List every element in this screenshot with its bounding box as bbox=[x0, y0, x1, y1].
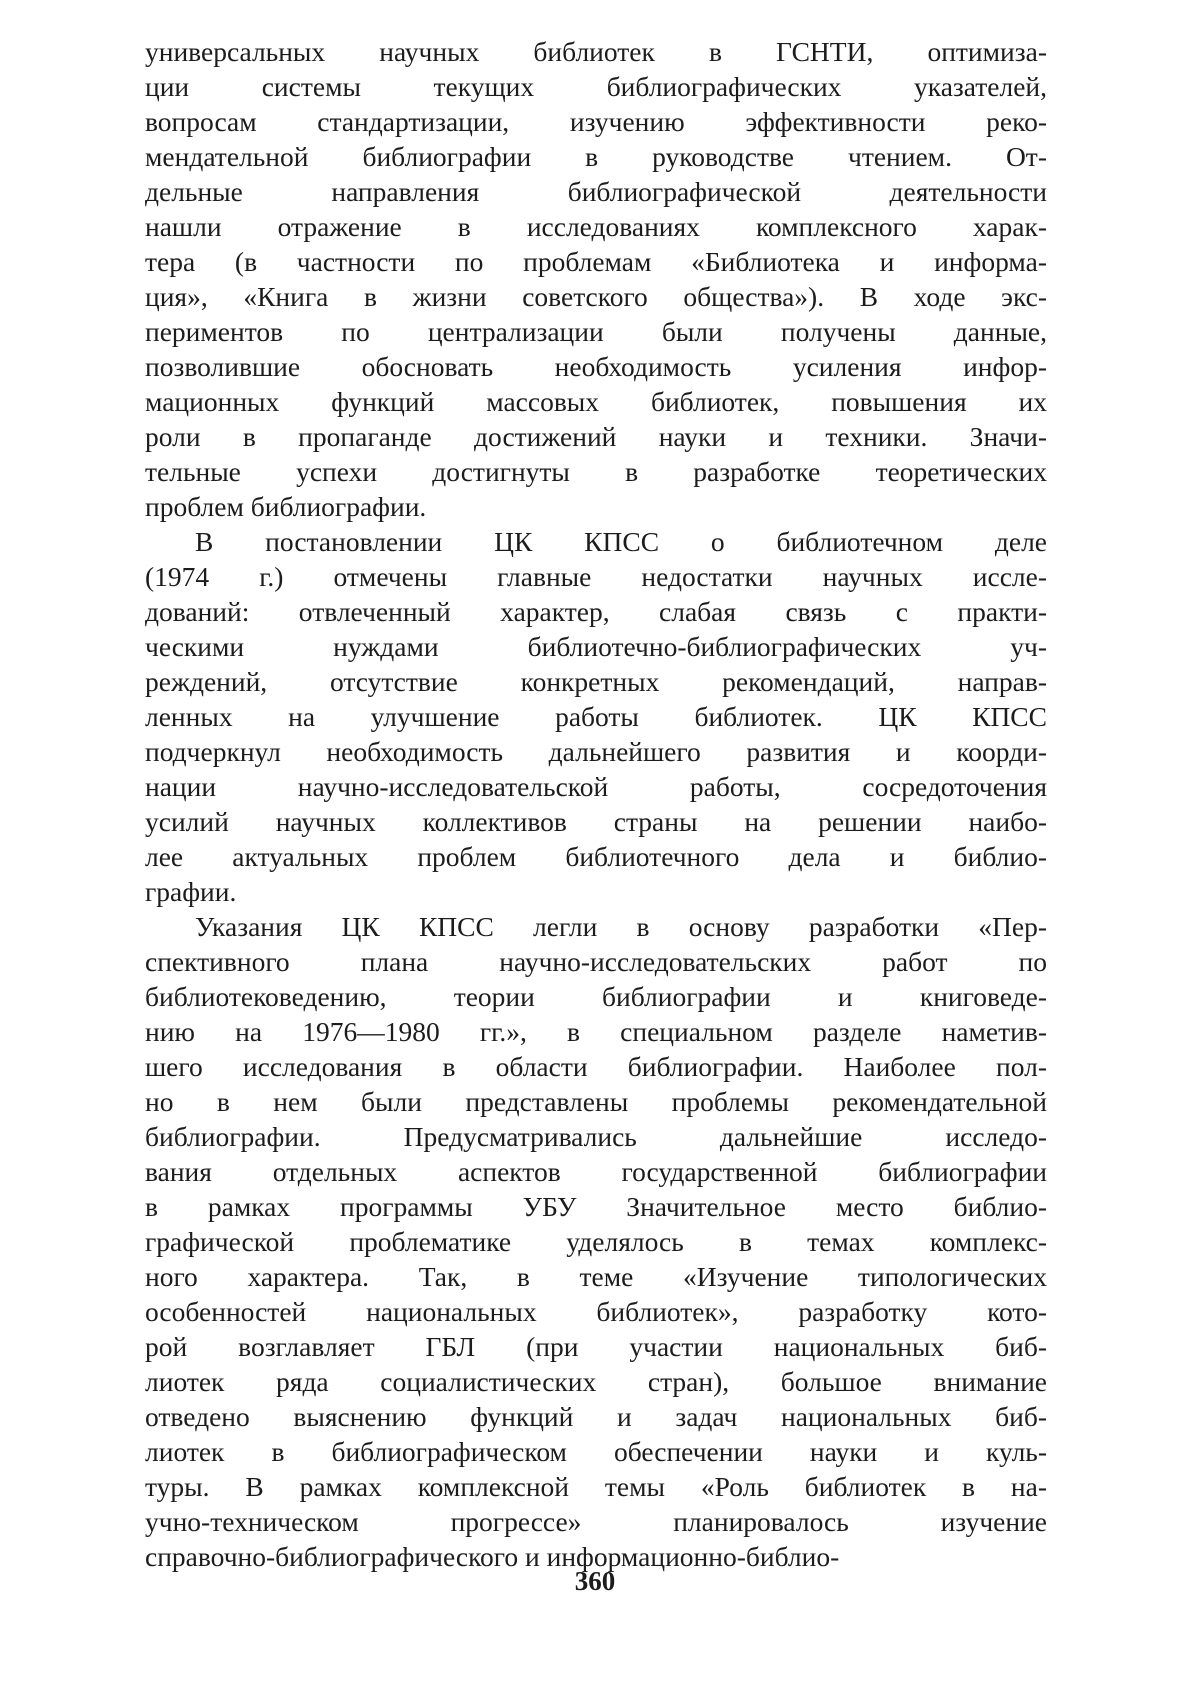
text-line: мендательной библиографии в руководстве чтением. От- bbox=[145, 141, 1047, 172]
text-line: тельные успехи достигнуты в разработке теоретических bbox=[145, 456, 1047, 487]
text-line: роли в пропаганде достижений науки и техники. Значи- bbox=[145, 421, 1047, 452]
text-line: реждений, отсутствие конкретных рекомендаций, направ- bbox=[145, 666, 1047, 697]
text-line: тера (в частности по проблемам «Библиотека и информа- bbox=[145, 246, 1047, 277]
page-body bbox=[145, 34, 1047, 1574]
paragraph bbox=[145, 909, 1047, 1574]
text-line: но в нем были представлены проблемы рекомендательной bbox=[145, 1086, 1047, 1117]
text-line: особенностей национальных библиотек», разработку кото- bbox=[145, 1296, 1047, 1327]
text-line: универсальных научных библиотек в ГСНТИ, оптимиза- bbox=[145, 36, 1047, 67]
text-line: нию на 1976—1980 гг.», в специальном разделе наметив- bbox=[145, 1016, 1047, 1047]
text-line: дельные направления библиографической деятельности bbox=[145, 176, 1047, 207]
text-line: справочно-библиографического и информационно-библио- bbox=[145, 1541, 840, 1572]
text-line: спективного плана научно-исследовательских работ по bbox=[145, 946, 1047, 977]
text-line: библиографии. Предусматривались дальнейшие исследо- bbox=[145, 1121, 1047, 1152]
text-line: вопросам стандартизации, изучению эффективности реко- bbox=[145, 106, 1047, 137]
text-line: ческими нуждами библиотечно-библиографических уч- bbox=[145, 631, 1047, 662]
page-number: 360 bbox=[574, 1566, 616, 1596]
text-line: графии. bbox=[145, 876, 237, 907]
text-line: проблем библиографии. bbox=[145, 491, 427, 522]
text-line: лиотек ряда социалистических стран), большое внимание bbox=[145, 1366, 1047, 1397]
text-line: отведено выяснению функций и задач национальных биб- bbox=[145, 1401, 1047, 1432]
text-line: (1974 г.) отмечены главные недостатки научных иссле- bbox=[145, 561, 1047, 592]
text-line: ленных на улучшение работы библиотек. ЦК КПСС bbox=[145, 701, 1047, 732]
paragraph bbox=[145, 34, 1047, 524]
text-line: рой возглавляет ГБЛ (при участии национальных биб- bbox=[145, 1331, 1047, 1362]
text-line: шего исследования в области библиографии. Наиболее пол- bbox=[145, 1051, 1047, 1082]
text-line: ного характера. Так, в теме «Изучение типологических bbox=[145, 1261, 1047, 1292]
text-line: учно-техническом прогрессе» планировалось изучение bbox=[145, 1506, 1047, 1537]
text-line: в рамках программы УБУ Значительное место библио- bbox=[145, 1191, 1047, 1222]
text-line: В постановлении ЦК КПСС о библиотечном деле bbox=[195, 526, 1047, 557]
text-line: мационных функций массовых библиотек, повышения их bbox=[145, 386, 1047, 417]
text-line: туры. В рамках комплексной темы «Роль библиотек в на- bbox=[145, 1471, 1047, 1502]
text-line: вания отдельных аспектов государственной библиографии bbox=[145, 1156, 1047, 1187]
text-line: графической проблематике уделялось в темах комплекс- bbox=[145, 1226, 1047, 1257]
text-line: ция», «Книга в жизни советского общества»). В ходе экс- bbox=[145, 281, 1047, 312]
text-line: нации научно-исследовательской работы, сосредоточения bbox=[145, 771, 1047, 802]
text-line: позволившие обосновать необходимость усиления инфор- bbox=[145, 351, 1047, 382]
text-line: лее актуальных проблем библиотечного дела и библио- bbox=[145, 841, 1047, 872]
text-line: ции системы текущих библиографических указателей, bbox=[145, 71, 1047, 102]
paragraph bbox=[145, 524, 1047, 909]
text-line: усилий научных коллективов страны на решении наибо- bbox=[145, 806, 1047, 837]
text-line: нашли отражение в исследованиях комплексного харак- bbox=[145, 211, 1047, 242]
text-line: библиотековедению, теории библиографии и книговеде- bbox=[145, 981, 1047, 1012]
text-line: Указания ЦК КПСС легли в основу разработки «Пер- bbox=[195, 911, 1047, 942]
text-line: подчеркнул необходимость дальнейшего развития и коорди- bbox=[145, 736, 1047, 767]
text-line: дований: отвлеченный характер, слабая связь с практи- bbox=[145, 596, 1047, 627]
text-line: периментов по централизации были получены данные, bbox=[145, 316, 1047, 347]
text-line: лиотек в библиографическом обеспечении науки и куль- bbox=[145, 1436, 1047, 1467]
